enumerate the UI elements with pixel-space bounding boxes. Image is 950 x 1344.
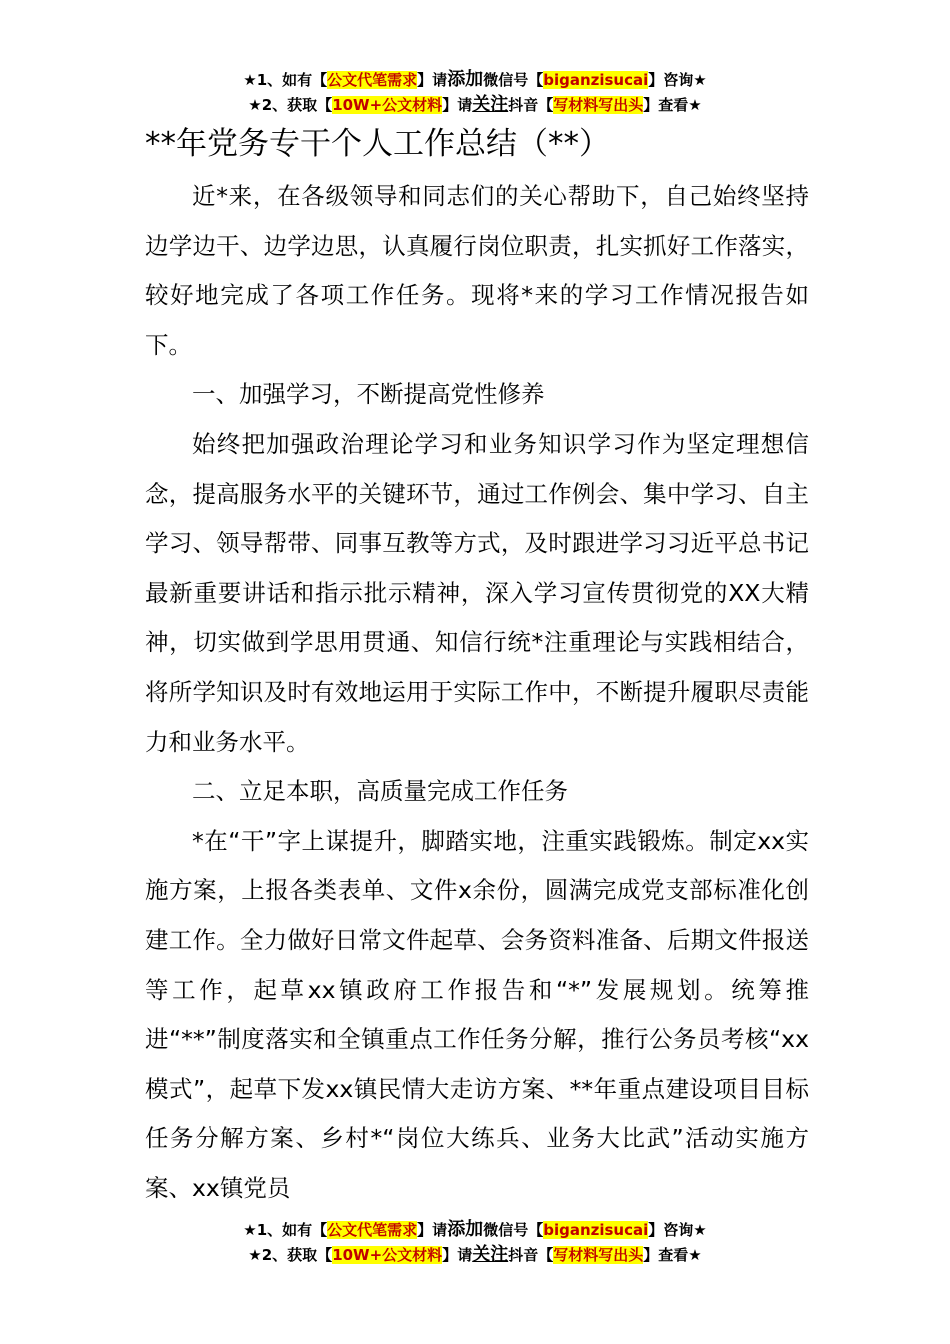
banner-highlight: 公文代笔需求 xyxy=(327,71,418,89)
banner-text: ★1、如有【 xyxy=(243,1221,328,1239)
banner-text: 微信号【 xyxy=(483,1221,544,1239)
banner-emphasis: 添加 xyxy=(447,69,484,90)
document-body xyxy=(145,172,809,1213)
banner-highlight: 10W+公文材料 xyxy=(332,1246,443,1264)
banner-line-2 xyxy=(0,93,950,117)
banner-emphasis: 关注 xyxy=(472,94,509,115)
banner-highlight: 公文代笔需求 xyxy=(327,1221,418,1239)
banner-line-1 xyxy=(0,68,950,92)
paragraph-work: *在“干”字上谋提升，脚踏实地，注重实践锻炼。制定xx实施方案，上报各类表单、文件x余份，圆满完成党支部标准化创建工作。全力做好日常文件起草、会务资料准备、后期文件报送等工作，起草xx镇政府工作报告和“*”发展规划。统筹推进“**”制度落实和全镇重点工作任务分解，推行公务员考核“xx模式”，起草下发xx镇民情大走访方案、**年重点建设项目目标任务分解方案、乡村*“岗位大练兵、业务大比武”活动实施方案、xx镇党员 xyxy=(145,826,809,1202)
banner-line-1 xyxy=(0,1218,950,1242)
banner-text: ★2、获取【 xyxy=(248,96,333,114)
banner-highlight: biganzisucai xyxy=(543,1221,649,1239)
banner-text: 】查看★ xyxy=(643,1246,702,1264)
paragraph-intro: 近*来，在各级领导和同志们的关心帮助下，自己始终坚持边学边干、边学边思，认真履行岗位职责，扎实抓好工作落实，较好地完成了各项工作任务。现将*来的学习工作情况报告如下。 xyxy=(145,182,809,359)
banner-text: 】请 xyxy=(417,71,448,89)
banner-line-2 xyxy=(0,1243,950,1267)
banner-text: ★1、如有【 xyxy=(243,71,328,89)
banner-text: 】查看★ xyxy=(643,96,702,114)
document-title: **年党务专干个人工作总结（**） xyxy=(145,126,610,162)
banner-text: 】请 xyxy=(442,1246,473,1264)
banner-highlight: 写材料写出头 xyxy=(553,96,644,114)
banner-text: 】请 xyxy=(417,1221,448,1239)
banner-highlight: 写材料写出头 xyxy=(553,1246,644,1264)
banner-text: 】咨询★ xyxy=(648,1221,707,1239)
banner-text: 抖音【 xyxy=(508,1246,554,1264)
paragraph-study: 始终把加强政治理论学习和业务知识学习作为坚定理想信念，提高服务水平的关键环节，通过工作例会、集中学习、自主学习、领导帮带、同事互教等方式，及时跟进学习习近平总书记最新重要讲话和指示批示精神，深入学习宣传贯彻党的XX大精神，切实做到学思用贯通、知信行统*注重理论与实践相结合，将所学知识及时有效地运用于实际工作中，不断提升履职尽责能力和业务水平。 xyxy=(145,429,809,756)
section-heading-1: 一、加强学习，不断提高党性修养 xyxy=(192,380,545,409)
section-heading-2: 二、立足本职，高质量完成工作任务 xyxy=(192,777,568,806)
banner-highlight: biganzisucai xyxy=(543,71,649,89)
banner-text: 】请 xyxy=(442,96,473,114)
banner-text: ★2、获取【 xyxy=(248,1246,333,1264)
banner-text: 微信号【 xyxy=(483,71,544,89)
banner-text: 抖音【 xyxy=(508,96,554,114)
banner-text: 】咨询★ xyxy=(648,71,707,89)
banner-highlight: 10W+公文材料 xyxy=(332,96,443,114)
banner-emphasis: 关注 xyxy=(472,1244,509,1265)
banner-emphasis: 添加 xyxy=(447,1219,484,1240)
